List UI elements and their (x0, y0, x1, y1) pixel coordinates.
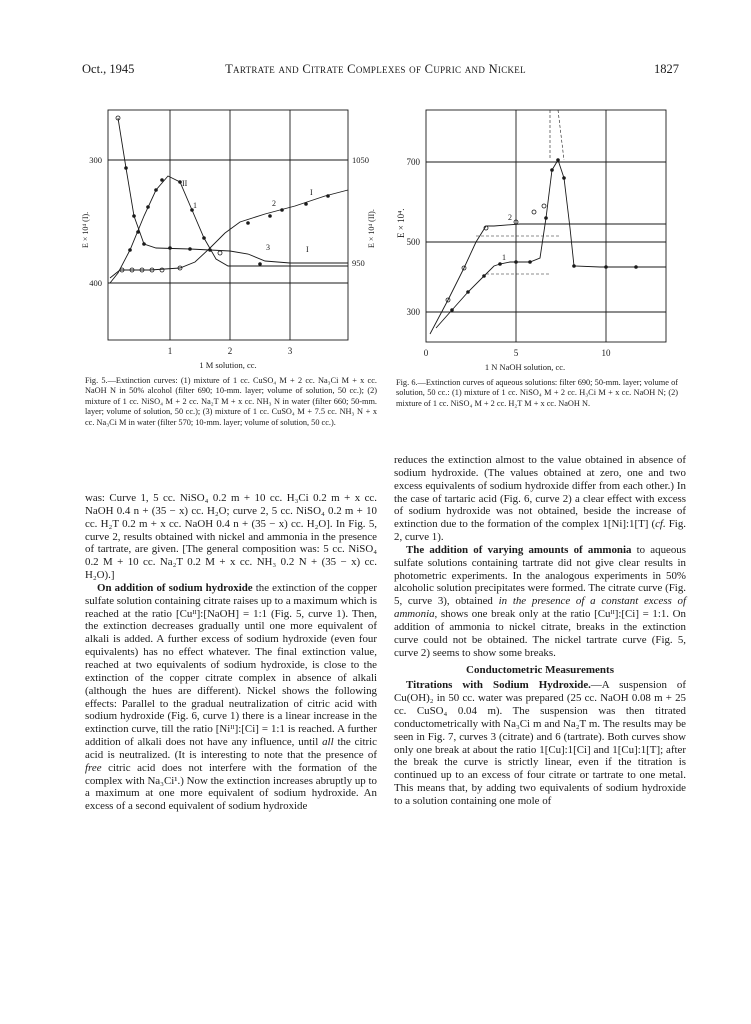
fig6-curve-1 (436, 160, 666, 328)
fig5-frame (108, 110, 348, 340)
fig6-curve-label: 2 (508, 213, 512, 222)
section-heading: Conductometric Measurements (466, 663, 614, 676)
data-point (202, 236, 206, 240)
paragraph: The addition of varying amounts of ammonia to aqueous sulfate solutions containing tartrate did not give clear results in photometric experiments. In the analogous experiments in 50% alcoholic solution precipitates were formed. The citrate curve (Fig. 5, curve 3), obtained in the presence of a constant excess of ammonia, shows one break only at the ratio [Cuᴵᴵ]:[Ci] = 1:1. On addition of ammonia to nickel citrate, breaks in the extinction curve could not be obtained. The nickel tartrate curve (Fig. 5, curve 2) seems to show some breaks. (394, 543, 686, 659)
running-header-title: Tartrate and Citrate Complexes of Cupric and Nickel (225, 62, 526, 76)
left-column (85, 492, 377, 813)
data-point (188, 247, 192, 251)
figure-5 (70, 98, 376, 378)
fig5-curve-1 (118, 118, 348, 263)
data-point (528, 260, 532, 264)
right-column (394, 454, 686, 808)
data-point-open (160, 268, 164, 272)
data-point (142, 242, 146, 246)
data-point (208, 248, 212, 252)
paragraph: was: Curve 1, 5 cc. NiSO₄ 0.2 m + 10 cc. H₃Ci 0.2 m + x cc. NaOH 0.4 n + (35 − x) cc. H₂O; curve 2, 5 cc. NiSO₄ 0.2 m + 10 cc. H₂T 0.2 m + x cc. NaOH 0.4 n + (35 − x) cc. H₂O]. In Fig. 5, curve 2, results obtained with nickel and ammonia in the presence of tartrate, are given. [The general composition was: 5 cc. NiSO₄ 0.2 M + 10 cc. Na₂T 0.2 M + x cc. NH₃ 0.2 N + (35 − x) cc. H₂O).] (85, 492, 377, 582)
data-point (572, 264, 576, 268)
data-point (326, 194, 330, 198)
fig6-curve-label: 1 (502, 253, 506, 262)
fig5-ytick-left: 400 (89, 278, 102, 288)
paragraph: On addition of sodium hydroxide the extinction of the copper sulfate solution containing citrate raises up to a maximum which is reached at the ratio [Cuᴵᴵ]:[NaOH] = 1:1 (Fig. 5, curve 1). Then, the extinction decreases gradually until one more equivalent of alkali is added. A further excess of sodium hydroxide (even four equivalents) has no effect whatever. The final extinction value, reached at two equivalents of sodium hydroxide, is close to the extinction of the copper citrate complex in absence of alkali (although the hues are different). Nickel shows the following effects: Parallel to the gradual neutralization of citric acid with sodium hydroxide (Fig. 6, curve 1) there is a linear increase in the extinction curve, till the ratio [Niᴵᴵ]:[Ci] = 1:1 is reached. A further addition of alkali does not have any influence, until all the citric acid is neutralized. (It is interesting to note that the presence of free citric acid does not interfere with the formation of the complex with Na₃Ci¹.) Now the extinction increases abruptly up to a maximum at one more equivalent of sodium hydroxide. An excess of a second equivalent of sodium hydroxide (85, 581, 377, 813)
fig6-xlabel: 1 N NaOH solution, cc. (484, 362, 566, 372)
data-point (124, 166, 128, 170)
paragraph: reduces the extinction almost to the value obtained in absence of sodium hydroxide. (The values obtained at zero, one and two excess equivalents of sodium hydroxide differ from each other.) In the case of tartaric acid (Fig. 6, curve 2) a clear effect with excess of sodium hydroxide was not obtained, beside the increase of extinction due to the formation of the complex 1[Ni]:1[T] (cf. Fig. 2, curve 1). (394, 454, 686, 544)
data-point (128, 248, 132, 252)
fig5-xtick: 1 (167, 346, 173, 356)
data-point (258, 262, 262, 266)
data-point (168, 246, 172, 250)
fig6-frame (426, 110, 666, 342)
fig6-ytick: 700 (406, 157, 420, 167)
data-point (498, 262, 502, 266)
fig5-curve-label: I (306, 245, 309, 254)
fig6-ylabel: E × 10⁴. (396, 208, 406, 238)
paragraph: Titrations with Sodium Hydroxide.—A suspension of Cu(OH)₂ in 50 cc. water was prepared (25 cc. NaOH 0.08 m + 25 cc. CuSO₄ 0.04 m). The suspension was then titrated conductometrically with Na₃Ci m and Na₂T m. The results may be seen in Fig. 7, curves 3 (citrate) and 6 (tartrate). Both curves show only one break at about the ratio 1[Cu]:1[Ci] and 1[Cu]:1[T]; after the break the curve is strictly linear, even if the titration is continued up to an excess of four citrate or tartrate to one metal. This means that, by adding two equivalents of sodium hydroxide to a solution containing one mole of (394, 679, 686, 807)
fig6-ytick: 500 (406, 237, 420, 247)
fig6-xtick: 0 (423, 348, 429, 358)
data-point-open (218, 251, 222, 255)
data-point (450, 308, 454, 312)
data-point (132, 214, 136, 218)
data-point (482, 274, 486, 278)
run-in-heading: On addition of sodium hydroxide (97, 581, 253, 594)
data-point (146, 205, 150, 209)
data-point (268, 214, 272, 218)
data-point (562, 176, 566, 180)
run-in-heading: Titrations with Sodium Hydroxide. (406, 679, 591, 692)
run-in-heading: The addition of varying amounts of ammonia (406, 543, 632, 556)
page-number: 1827 (654, 62, 679, 76)
fig5-ytick-right: 950 (352, 258, 365, 268)
data-point (556, 158, 560, 162)
fig5-curve-label: II (182, 179, 188, 188)
fig6-caption: Fig. 6.—Extinction curves of aqueous solutions: filter 690; 50-mm. layer; volume of solution, 50 cc.: (1) mixture of 1 cc. NiSO₄ M + 2 cc. H₃Ci M + x cc. NaOH N; (2) mixture of 1 cc. NiSO₄ M + 2 cc. H₂T M + x cc. NaOH N. (396, 378, 678, 408)
fig5-xlabel: 1 M solution, cc. (199, 360, 257, 370)
data-point (514, 260, 518, 264)
fig5-curve-label: 1 (193, 201, 197, 210)
fig5-xtick: 3 (287, 346, 293, 356)
fig6-dashed-line (558, 110, 564, 160)
data-point (604, 265, 608, 269)
data-point (136, 230, 140, 234)
fig5-xtick: 2 (227, 346, 233, 356)
fig5-caption: Fig. 5.—Extinction curves: (1) mixture of 1 cc. CuSO₄ M + 2 cc. Na₃Ci M + x cc. NaOH N in 50% alcohol (filter 690; 10-mm. layer; volume of solution, 50 cc.); (2) mixture of 1 cc. NiSO₄ M + 2 cc. Na₂T M + x cc. NH₃ N in water (filter 660; 50-mm. layer; volume of solution, 50 cc.); (3) mixture of 1 cc. CuSO₄ M + 7.5 cc. NH₃ N + x cc. Na₃Ci M in water (filter 570; 10-mm. layer; volume of solution, 50 cc.). (85, 376, 377, 427)
fig5-ytick-right: 1050 (352, 155, 369, 165)
fig6-xtick: 10 (601, 348, 611, 358)
data-point (634, 265, 638, 269)
data-point (304, 202, 308, 206)
fig5-curve-3 (110, 190, 348, 278)
data-point-open (532, 210, 536, 214)
fig5-ytick-left: 300 (89, 155, 102, 165)
running-header-date: Oct., 1945 (82, 62, 135, 76)
data-point (154, 188, 158, 192)
data-point (466, 290, 470, 294)
fig5-curve-label: 2 (272, 199, 276, 208)
fig6-xtick: 5 (513, 348, 519, 358)
data-point (544, 216, 548, 220)
figure-6 (390, 98, 670, 380)
fig5-curve-label: I (310, 188, 313, 197)
data-point-open (542, 204, 546, 208)
fig6-ytick: 300 (406, 307, 420, 317)
data-point (246, 221, 250, 225)
fig5-curve-label: 3 (266, 243, 270, 252)
fig6-curve-2 (430, 224, 666, 334)
fig5-ylabel-left: E × 10⁴ (I). (81, 211, 90, 248)
fig5-ylabel-right: E × 10⁴ (II). (367, 209, 376, 248)
data-point (160, 178, 164, 182)
data-point (280, 208, 284, 212)
data-point (550, 168, 554, 172)
